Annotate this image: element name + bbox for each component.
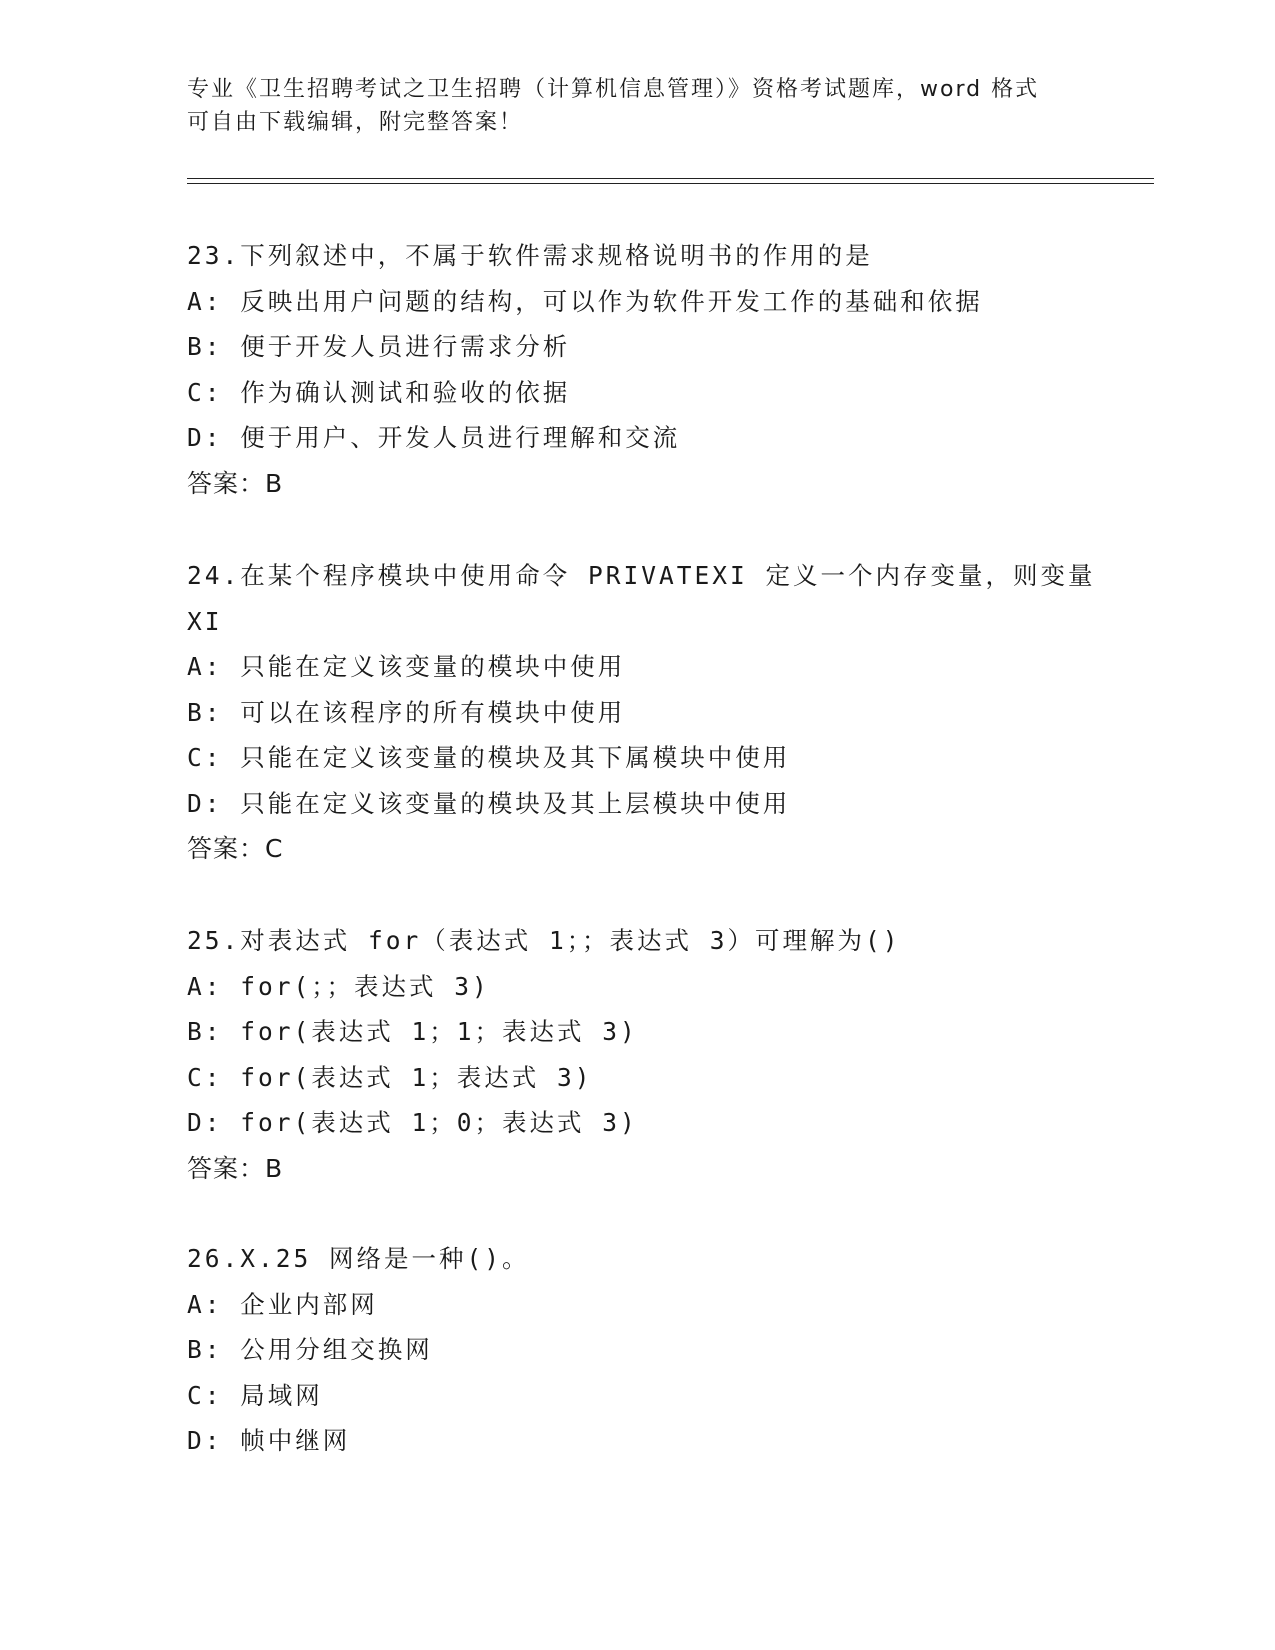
answer: 答案：B: [187, 1153, 284, 1183]
document-header: [187, 73, 1087, 139]
answer: 答案：B: [187, 468, 284, 498]
question-26: [187, 1236, 1087, 1464]
option-a: A: 反映出用户问题的结构，可以作为软件开发工作的基础和依据: [187, 286, 983, 316]
question-stem: 24.在某个程序模块中使用命令 PRIVATEXI 定义一个内存变量，则变量: [187, 561, 1096, 590]
option-c: C: 只能在定义该变量的模块及其下属模块中使用: [187, 743, 791, 772]
option-d: D: 帧中继网: [187, 1426, 351, 1455]
option-a: A: 企业内部网: [187, 1289, 378, 1319]
header-line-2: 可自由下载编辑，附完整答案！: [187, 110, 524, 135]
answer: 答案：C: [187, 834, 284, 863]
option-b: B: 可以在该程序的所有模块中使用: [187, 697, 626, 727]
header-divider-bottom: [187, 183, 1154, 184]
question-23: [187, 233, 1087, 506]
option-d: D: 只能在定义该变量的模块及其上层模块中使用: [187, 788, 791, 818]
option-c: C: 作为确认测试和验收的依据: [187, 377, 571, 407]
option-c: C: for(表达式 1；表达式 3): [187, 1062, 593, 1092]
question-stem: 25.对表达式 for（表达式 1；；表达式 3）可理解为(): [187, 926, 901, 955]
header-divider-top: [187, 178, 1154, 179]
option-d: D: 便于用户、开发人员进行理解和交流: [187, 423, 681, 452]
question-24: [187, 553, 1096, 872]
option-a: A: 只能在定义该变量的模块中使用: [187, 652, 626, 681]
option-a: A: for(；；表达式 3): [187, 971, 490, 1001]
question-25: [187, 918, 1087, 1191]
option-b: B: for(表达式 1；1；表达式 3): [187, 1017, 638, 1046]
header-line-1: 专业《卫生招聘考试之卫生招聘（计算机信息管理）》资格考试题库，word 格式: [187, 77, 1040, 102]
option-c: C: 局域网: [187, 1380, 323, 1410]
question-stem-continued: XI: [187, 606, 223, 636]
option-b: B: 便于开发人员进行需求分析: [187, 332, 571, 361]
question-stem: 26.X.25 网络是一种()。: [187, 1244, 530, 1273]
option-d: D: for(表达式 1；0；表达式 3): [187, 1108, 638, 1137]
option-b: B: 公用分组交换网: [187, 1335, 433, 1364]
question-stem: 23.下列叙述中，不属于软件需求规格说明书的作用的是: [187, 241, 873, 270]
